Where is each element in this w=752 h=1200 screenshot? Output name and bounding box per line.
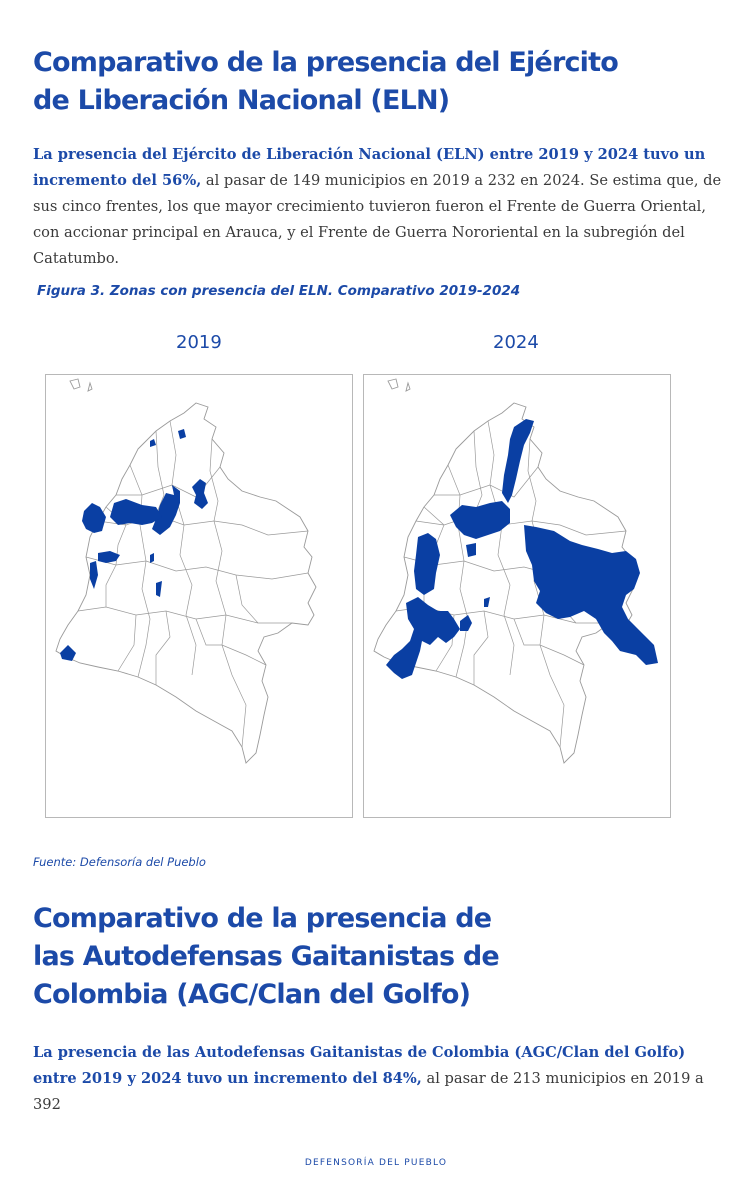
map-2019 <box>45 374 353 818</box>
figure-source: Fuente: Defensoría del Pueblo <box>33 855 206 869</box>
map-2024-svg <box>364 375 670 817</box>
section2-title-line3: Colombia (AGC/Clan del Golfo) <box>33 979 471 1010</box>
section1-paragraph-bold: La presencia del Ejército de Liberación Nacional (ELN) entre 2019 y 2024 tuvo un incremento del 56%, <box>33 146 706 189</box>
figure-caption: Figura 3. Zonas con presencia del ELN. Comparativo 2019-2024 <box>37 283 521 299</box>
eln-zone-2019-6 <box>82 503 106 533</box>
section1-paragraph <box>33 142 723 272</box>
map-2019-year-label: 2019 <box>176 332 222 353</box>
section1-title <box>33 44 618 120</box>
section2-title-line2: las Autodefensas Gaitanistas de <box>33 941 499 972</box>
section2-title-line1: Comparativo de la presencia de <box>33 903 492 934</box>
map-2024-year-label: 2024 <box>493 332 539 353</box>
section1-paragraph-text: al pasar de 149 municipios en 2019 a 232 en 2024. Se estima que, de sus cinco frentes, los que mayor crecimiento tuvieron fueron el Frente de Guerra Oriental, con accionar principal en Arauca, y el Frente de Guerra Nororiental en la subregión del Catatumbo. <box>33 172 722 267</box>
map-2019-svg <box>46 375 352 817</box>
section2-paragraph-text: al pasar de 213 municipios en 2019 a 392 <box>33 1070 704 1113</box>
section1-title-line2: de Liberación Nacional (ELN) <box>33 85 450 116</box>
section2-title <box>33 900 499 1014</box>
map-2024 <box>363 374 671 818</box>
section2-paragraph-bold: La presencia de las Autodefensas Gaitanistas de Colombia (AGC/Clan del Golfo) entre 2019 y 2024 tuvo un incremento del 84%, <box>33 1044 686 1087</box>
page-footer: DEFENSORÍA DEL PUEBLO <box>304 1158 448 1168</box>
section1-title-line1: Comparativo de la presencia del Ejército <box>33 47 618 78</box>
section2-paragraph <box>33 1040 723 1118</box>
